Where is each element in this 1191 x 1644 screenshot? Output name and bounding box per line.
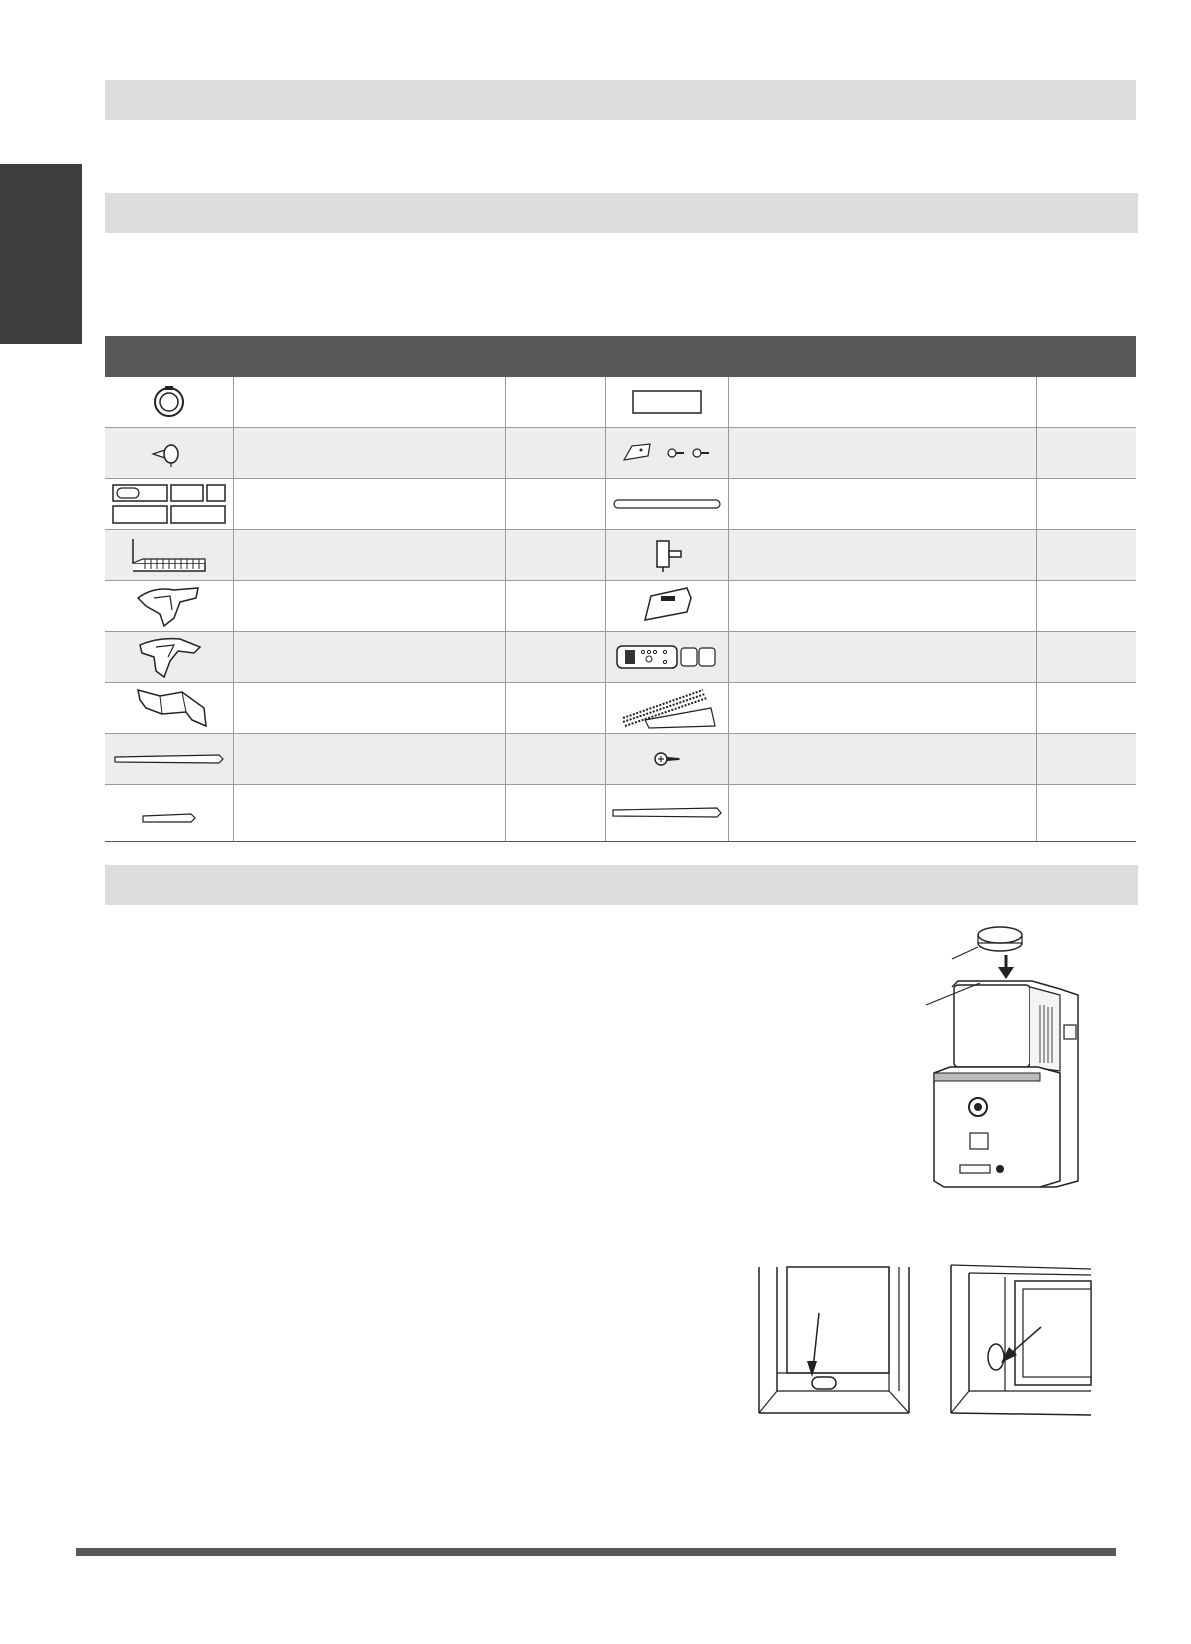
window-adapter-cover-icon: [126, 686, 212, 730]
part-name-cell: [233, 785, 505, 842]
part-icon-cell: [605, 530, 728, 581]
part-qty-cell: [1036, 785, 1136, 842]
drain-plug-icon: [647, 537, 687, 573]
page-bottom-rule: [76, 1548, 1116, 1556]
part-qty-cell: [1036, 683, 1136, 734]
label-plate-icon: [632, 390, 702, 414]
part-name-cell: [233, 377, 505, 428]
window-slider-panel-icon: [129, 535, 209, 575]
cable-ties-and-pad-icon: [615, 686, 719, 730]
long-rail-icon: [611, 805, 723, 821]
part-icon-cell: [605, 377, 728, 428]
table-row: [105, 785, 1136, 842]
parts-table-header-bar: [105, 336, 1136, 377]
part-name-cell: [728, 377, 1036, 428]
part-name-cell: [728, 785, 1036, 842]
screw-icon: [652, 751, 682, 767]
part-icon-cell: [105, 377, 233, 428]
part-qty-cell: [505, 377, 605, 428]
part-qty-cell: [505, 530, 605, 581]
part-qty-cell: [1036, 479, 1136, 530]
vertical-window-drawing: [759, 1267, 909, 1413]
part-qty-cell: [1036, 377, 1136, 428]
foam-seal-set-icon: [111, 483, 227, 525]
window-opening-figures: [755, 1265, 1105, 1440]
part-icon-cell: [605, 785, 728, 842]
down-arrow-icon: [998, 955, 1014, 979]
section-header-bar-3: [105, 865, 1138, 905]
part-qty-cell: [1036, 734, 1136, 785]
part-name-cell: [233, 428, 505, 479]
part-name-cell: [728, 479, 1036, 530]
part-icon-cell: [605, 632, 728, 683]
table-row: [105, 683, 1136, 734]
part-qty-cell: [505, 428, 605, 479]
table-row: [105, 581, 1136, 632]
part-name-cell: [233, 734, 505, 785]
horizontal-window-drawing: [951, 1265, 1091, 1415]
part-icon-cell: [605, 581, 728, 632]
section-header-bar-2: [105, 193, 1138, 233]
part-qty-cell: [1036, 581, 1136, 632]
table-row: [105, 734, 1136, 785]
part-qty-cell: [1036, 530, 1136, 581]
part-icon-cell: [605, 428, 728, 479]
part-name-cell: [728, 530, 1036, 581]
accessory-parts-table: [105, 377, 1136, 842]
table-row: [105, 530, 1136, 581]
part-qty-cell: [505, 632, 605, 683]
window-plug-icon: [149, 438, 189, 468]
part-name-cell: [233, 632, 505, 683]
hose-clip-icon: [637, 586, 697, 626]
short-slide-bar-icon: [113, 798, 225, 828]
part-name-cell: [233, 530, 505, 581]
bracket-and-screws-icon: [622, 438, 712, 468]
drain-hose-icon: [612, 496, 722, 512]
part-name-cell: [728, 632, 1036, 683]
part-name-cell: [233, 581, 505, 632]
table-row: [105, 377, 1136, 428]
exhaust-connector-drawing: [978, 927, 1022, 951]
table-row: [105, 632, 1136, 683]
unit-exhaust-install-figure: [920, 925, 1090, 1190]
part-icon-cell: [105, 428, 233, 479]
table-row: [105, 479, 1136, 530]
part-name-cell: [233, 479, 505, 530]
part-icon-cell: [105, 632, 233, 683]
round-exhaust-connector-icon: [149, 382, 189, 422]
side-chapter-tab: [0, 164, 82, 344]
part-icon-cell: [605, 479, 728, 530]
part-qty-cell: [1036, 632, 1136, 683]
part-qty-cell: [505, 479, 605, 530]
part-qty-cell: [505, 581, 605, 632]
long-slide-bar-icon: [113, 752, 225, 766]
part-icon-cell: [605, 734, 728, 785]
part-icon-cell: [105, 479, 233, 530]
table-row: [105, 428, 1136, 479]
part-icon-cell: [105, 530, 233, 581]
part-qty-cell: [1036, 428, 1136, 479]
remote-control-batteries-icon: [615, 642, 719, 672]
part-qty-cell: [505, 734, 605, 785]
exhaust-adapter-a-icon: [134, 584, 204, 628]
connector-leader-line: [952, 947, 978, 959]
part-icon-cell: [605, 683, 728, 734]
portable-unit-drawing: [934, 981, 1078, 1187]
exhaust-adapter-b-icon: [134, 635, 204, 679]
part-name-cell: [233, 683, 505, 734]
part-name-cell: [728, 428, 1036, 479]
part-qty-cell: [505, 785, 605, 842]
part-name-cell: [728, 581, 1036, 632]
part-icon-cell: [105, 734, 233, 785]
part-icon-cell: [105, 683, 233, 734]
section-header-bar-1: [105, 80, 1136, 120]
part-icon-cell: [105, 785, 233, 842]
part-name-cell: [728, 734, 1036, 785]
part-name-cell: [728, 683, 1036, 734]
part-qty-cell: [505, 683, 605, 734]
part-icon-cell: [105, 581, 233, 632]
